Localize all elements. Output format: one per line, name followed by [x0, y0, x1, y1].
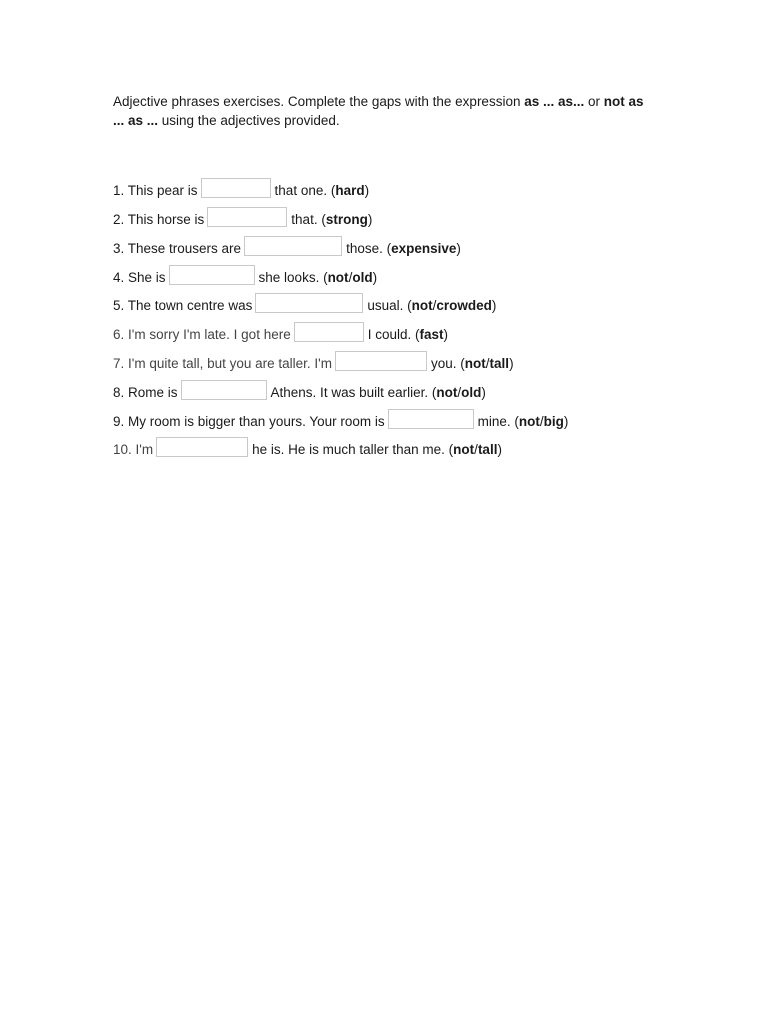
hint-close: )	[367, 212, 373, 227]
exercise-text-after: Athens. It was built earlier. (	[270, 385, 437, 400]
exercise-6	[113, 320, 448, 344]
exercise-text-after: that one. (	[274, 183, 336, 198]
exercise-text-after: mine. (	[477, 414, 519, 429]
exercise-text-before: 1. This pear is	[113, 183, 198, 198]
adjective-hint: hard	[335, 183, 365, 198]
adjective-hint-2: old	[461, 385, 482, 400]
hint-separator: /	[485, 356, 490, 371]
exercise-text-after: usual. (	[367, 298, 412, 313]
exercise-3	[113, 234, 461, 258]
exercise-2	[113, 205, 372, 229]
hint-close: )	[491, 298, 497, 313]
exercise-text-before: 10. I'm	[113, 442, 154, 457]
exercise-text-before: 2. This horse is	[113, 212, 205, 227]
adjective-hint: not	[464, 356, 486, 371]
hint-close: )	[497, 442, 502, 457]
exercise-text-after: she looks. (	[258, 270, 328, 285]
exercise-7	[113, 349, 514, 373]
adjective-hint: not	[327, 270, 349, 285]
exercise-8	[113, 378, 486, 402]
hint-close: )	[481, 385, 486, 400]
exercise-5	[113, 291, 496, 315]
adjective-hint: strong	[325, 212, 368, 227]
hint-close: )	[509, 356, 514, 371]
exercise-1	[113, 176, 369, 200]
exercise-text-before: 5. The town centre was	[113, 298, 253, 313]
hint-separator: /	[432, 298, 437, 313]
exercise-text-after: he is. He is much taller than me. (	[252, 442, 454, 457]
answer-gap-3[interactable]	[244, 236, 342, 256]
instructions-part-3: using the adjectives provided.	[158, 113, 340, 128]
exercise-text-before: 9. My room is bigger than yours. Your room is	[113, 414, 385, 429]
answer-gap-2[interactable]	[207, 207, 287, 227]
adjective-hint-2: big	[543, 414, 564, 429]
answer-gap-8[interactable]	[181, 380, 267, 400]
answer-gap-10[interactable]	[156, 437, 248, 457]
exercise-text-before: 6. I'm sorry I'm late. I got here	[113, 327, 291, 342]
adjective-hint: not	[518, 414, 540, 429]
exercise-4	[113, 263, 377, 287]
exercise-text-after: I could. (	[367, 327, 420, 342]
answer-gap-1[interactable]	[201, 178, 271, 198]
hint-close: )	[443, 327, 449, 342]
exercise-text-before: 4. She is	[113, 270, 166, 285]
answer-gap-6[interactable]	[294, 322, 364, 342]
adjective-hint: not	[436, 385, 458, 400]
adjective-hint: not	[411, 298, 433, 313]
adjective-hint: not	[453, 442, 475, 457]
adjective-hint: fast	[419, 327, 444, 342]
exercise-9	[113, 407, 568, 431]
instructions-expression-2: not as ... as ...	[113, 94, 644, 128]
answer-gap-4[interactable]	[169, 265, 255, 285]
exercise-text-before: 3. These trousers are	[113, 241, 242, 256]
hint-close: )	[364, 183, 370, 198]
hint-close: )	[563, 414, 569, 429]
adjective-hint-2: tall	[489, 356, 510, 371]
hint-close: )	[456, 241, 461, 256]
instructions-part-1: Adjective phrases exercises. Complete the gaps with the expression	[113, 94, 525, 109]
answer-gap-7[interactable]	[335, 351, 427, 371]
adjective-hint-2: crowded	[436, 298, 492, 313]
hint-separator: /	[457, 385, 462, 400]
answer-gap-9[interactable]	[388, 409, 474, 429]
adjective-hint-2: tall	[477, 442, 498, 457]
exercise-10	[113, 435, 502, 459]
instructions-part-2: or	[584, 94, 604, 109]
exercise-text-after: you. (	[431, 356, 465, 371]
adjective-hint: expensive	[391, 241, 457, 256]
instructions-expression-1: as ... as...	[524, 94, 585, 109]
exercise-text-after: that. (	[291, 212, 326, 227]
hint-separator: /	[474, 442, 478, 457]
adjective-hint-2: old	[352, 270, 373, 285]
exercise-text-before: 8. Rome is	[113, 385, 178, 400]
exercise-text-before: 7. I'm quite tall, but you are taller. I'm	[113, 356, 333, 371]
exercise-text-after: those. (	[346, 241, 392, 256]
hint-close: )	[372, 270, 378, 285]
hint-separator: /	[539, 414, 544, 429]
hint-separator: /	[348, 270, 353, 285]
instructions-text	[113, 92, 653, 130]
answer-gap-5[interactable]	[255, 293, 363, 313]
